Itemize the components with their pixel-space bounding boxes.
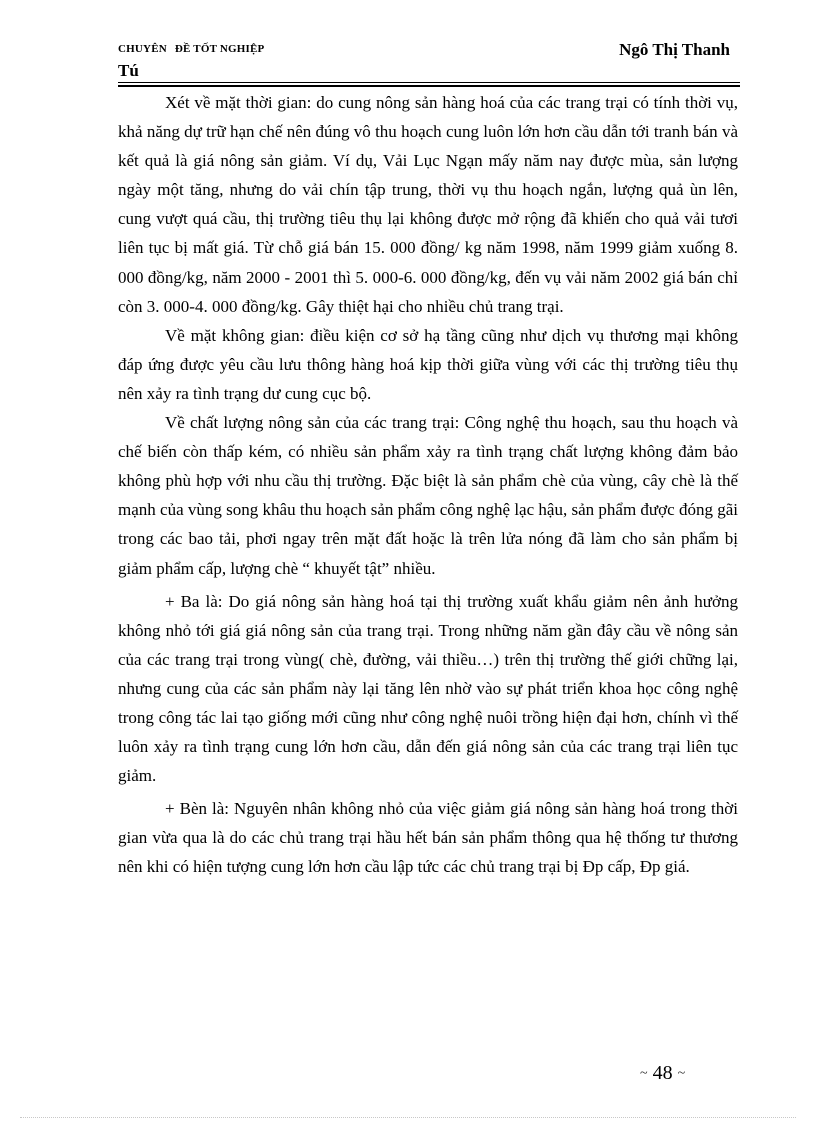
page-footer xyxy=(640,1062,685,1085)
ornament-right-icon: ~ xyxy=(677,1066,686,1081)
ornament-left-icon: ~ xyxy=(640,1066,648,1081)
header-document-type xyxy=(118,43,264,55)
paragraph-reason-four: + Bèn là: Nguyên nhân không nhỏ của việc giảm giá nông sản hàng hoá trong thời gian vừa qua là do các chủ trang trại hầu hết bán sản phẩm thông qua hệ thống tư thương nên khi có hiện tượng cung lớn hơn cầu lập tức các chủ trang trại bị Đp cấp, Đp giá. xyxy=(118,799,738,877)
header-divider-thin xyxy=(118,82,740,83)
bottom-dotted-border xyxy=(20,1117,796,1118)
paragraph-time-aspect: Xét về mặt thời gian: do cung nông sản hàng hoá của các trang trại có tính thời vụ, khả năng dự trữ hạn chế nên đúng vô thu hoạch cung luôn lớn hơn cầu dẫn tới tranh bán và kết quả là giá nông sản giảm. Ví dụ, Vải Lục Ngạn mấy năm nay được mùa, sản lượng ngày một tăng, nhưng do vải chín tập trung, thời vụ thu hoạch ngắn, lượng quả ùn lên, cung vượt quá cầu, thị trường tiêu thụ lại không được mở rộng đã khiến cho quả vải tươi liên tục bị mất giá. Từ chỗ giá bán 15. 000 đồng/ kg năm 1998, năm 1999 giảm xuống 8. 000 đồng/kg, năm 2000 - 2001 thì 5. 000-6. 000 đồng/kg, đến vụ vải năm 2002 giá bán chỉ còn 3. 000-4. 000 đồng/kg. Gây thiệt hại cho nhiều chủ trang trại. xyxy=(118,93,738,316)
page-header xyxy=(118,40,740,88)
paragraph-reason-three: + Ba là: Do giá nông sản hàng hoá tại thị trường xuất khẩu giảm nên ảnh hưởng không nhỏ tới giá giá nông sản của trang trại. Trong những năm gần đây cầu về nông sản của các trang trại trong vùng( chè, đường, vải thiều…) trên thị trường thế giới chững lại, nhưng cung của các sản phẩm này lại tăng lên nhờ vào sự phát triển khoa học công nghệ trong công tác lai tạo giống mới cũng như công nghệ nuôi trồng hiện đại hơn, chính vì thế luôn xảy ra tình trạng cung lớn hơn cầu, dẫn đến giá nông sản của các trang trại liên tục giảm. xyxy=(118,591,738,786)
header-author-name: Ngô Thị Thanh xyxy=(619,40,730,59)
header-divider-thick xyxy=(118,85,740,87)
paragraph-quality-aspect: Về chất lượng nông sản của các trang trại: Công nghệ thu hoạch, sau thu hoạch và chế biến còn thấp kém, có nhiều sản phẩm xảy ra tình trạng chất lượng không đảm bảo không phù hợp với nhu cầu thị trường. Đặc biệt là sản phẩm chè của vùng, cây chè là thế mạnh của vùng song khâu thu hoạch sản phẩm công nghệ lạc hậu, sản phẩm được đóng gãi trong các bao tải, phơi ngay trên mặt đất hoặc là trên lửa nóng đã làm cho sản phẩm bị giảm phẩm cấp, lượng chè “ khuyết tật” nhiều. xyxy=(118,413,738,578)
header-author-name-continued: Tú xyxy=(118,61,139,80)
page-number: 48 xyxy=(652,1062,673,1084)
header-doc-type-part1: CHUYÊN xyxy=(118,43,167,55)
paragraph-space-aspect: Về mặt không gian: điều kiện cơ sở hạ tầng cũng như dịch vụ thương mại không đáp ứng được yêu cầu lưu thông hàng hoá kịp thời giữa vùng với các thị trường tiêu thụ nên xảy ra tình trạng dư cung cục bộ. xyxy=(118,325,738,403)
header-doc-type-part2: ĐỀ TỐT NGHIỆP xyxy=(174,43,265,55)
page-body xyxy=(118,88,738,882)
